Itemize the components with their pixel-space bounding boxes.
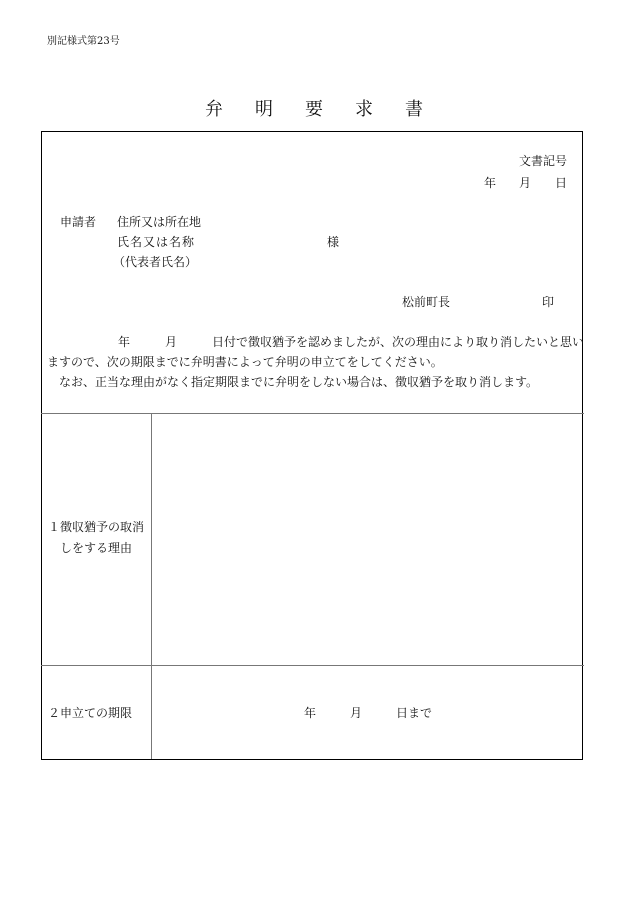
notice-month-label: 月: [165, 335, 178, 349]
notice-text-line-1: 日付で徴収猶予を認めましたが、次の理由により取り消したいと思い: [212, 335, 585, 349]
deadline-label: ２申立ての期限: [48, 706, 133, 720]
notice-text-line-2: ますので、次の期限までに弁明書によって弁明の申立てをしてください。: [47, 355, 443, 369]
doc-code-label: 文書記号: [519, 154, 568, 168]
applicant-honorific: 様: [327, 235, 340, 249]
deadline-month-label: 月: [350, 706, 363, 720]
issuer-seal-mark: 印: [542, 295, 555, 309]
cancellation-reason-label-line-2: しをする理由: [60, 541, 133, 555]
section-divider: [41, 413, 584, 414]
representative-name-label: （代表者氏名）: [113, 255, 198, 269]
applicant-address-label: 住所又は所在地: [117, 215, 202, 229]
deadline-day-label: 日まで: [396, 706, 433, 720]
applicant-label: 申請者: [60, 215, 97, 229]
cancellation-reason-label-line-1: １徴収猶予の取消: [48, 520, 145, 534]
notice-year-label: 年: [118, 335, 131, 349]
column-divider: [151, 413, 152, 759]
document-title: 弁明要求書: [205, 99, 455, 120]
issue-date-month-label: 月: [519, 176, 532, 190]
notice-text-line-3: なお、正当な理由がなく指定期限までに弁明をしない場合は、徴収猶予を取り消します。: [59, 375, 539, 389]
applicant-name-label: 氏名又は名称: [117, 235, 196, 249]
issuer-name: 松前町長: [402, 295, 451, 309]
issue-date-day-label: 日: [555, 176, 568, 190]
issue-date-year-label: 年: [484, 176, 497, 190]
form-number: 別記様式第23号: [47, 36, 120, 47]
row-divider: [41, 665, 584, 666]
deadline-year-label: 年: [304, 706, 317, 720]
